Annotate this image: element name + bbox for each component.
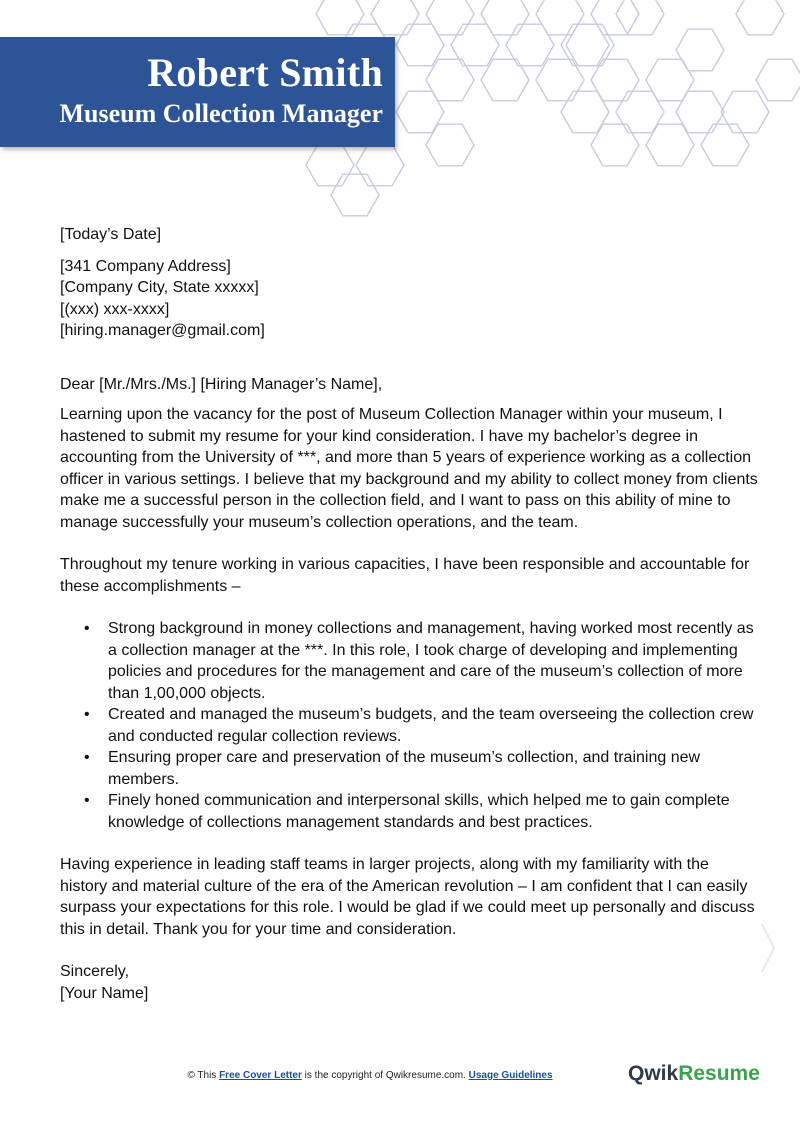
- list-item-text: Finely honed communication and interpersonal skills, which helped me to gain complete knowledge of collections management standards and best practices.: [108, 792, 730, 831]
- list-item: [84, 747, 760, 790]
- hexagon-shape: [481, 59, 529, 101]
- paragraph-intro: Learning upon the vacancy for the post of Museum Collection Manager within your museum, I hastened to submit my resume for your kind consideration. I have my bachelor’s degree in accounting from the University of ***, and more than 5 years of experience working as a collection officer in various settings. I believe that my background and my ability to collect money from clients make me a successful person in the collection field, and I want to pass on this ability of mine to manage successfully your museum’s collection operations, and the team.: [60, 406, 758, 531]
- hexagon-shape: [591, 124, 639, 166]
- address-line: [341 Company Address]: [60, 257, 231, 275]
- sign-off: Sincerely,: [60, 963, 130, 980]
- recipient-address: [60, 256, 760, 342]
- hexagon-shape: [426, 59, 474, 101]
- hexagon-shape: [306, 144, 354, 186]
- hexagon-shape: [331, 174, 379, 216]
- paragraph-accomplishments-intro: Throughout my tenure working in various capacities, I have been responsible and accountable for these accomplishments –: [60, 556, 750, 595]
- hexagon-shape: [646, 124, 694, 166]
- list-item-text: Created and managed the museum’s budgets, and the team overseeing the collection crew and conducted regular collection reviews.: [108, 706, 754, 745]
- bullet-icon: •: [84, 706, 90, 723]
- signature: [Your Name]: [60, 984, 149, 1002]
- hexagon-shape: [561, 24, 609, 66]
- hexagon-shape: [721, 91, 769, 133]
- chevron-right-icon: [760, 922, 776, 974]
- hexagon-shape: [356, 144, 404, 186]
- hexagon-shape: [676, 29, 724, 71]
- list-item: [84, 790, 760, 833]
- hexagon-shape: [316, 0, 364, 35]
- address-line: [Company City, State xxxxx]: [60, 279, 259, 296]
- list-item: [84, 618, 760, 704]
- free-cover-letter-link[interactable]: Free Cover Letter: [219, 1070, 302, 1081]
- hexagon-shape: [701, 124, 749, 166]
- hexagon-shape: [736, 0, 784, 35]
- hexagon-shape: [566, 24, 614, 66]
- applicant-name: Robert Smith: [147, 50, 383, 95]
- hexagon-shape: [591, 0, 639, 35]
- logo-part-qwik: Qwik: [628, 1062, 679, 1085]
- job-title: Museum Collection Manager: [59, 99, 383, 128]
- logo-part-resume: Resume: [678, 1062, 760, 1085]
- letter-date: [Today’s Date]: [60, 226, 162, 243]
- hexagon-shape: [591, 59, 639, 101]
- list-item-text: Ensuring proper care and preservation of the museum’s collection, and training new members.: [108, 749, 701, 788]
- footer-middle: is the copyright of Qwikresume.com.: [304, 1070, 466, 1081]
- paragraph-closing: Having experience in leading staff teams in larger projects, along with my familiarity with the history and material culture of the era of the American revolution – I am confident that I can easily surpass your expectations for this role. I would be glad if we could meet up personally and discuss this in detail. Thank you for your time and consideration.: [60, 856, 755, 938]
- usage-guidelines-link[interactable]: Usage Guidelines: [468, 1070, 553, 1081]
- hexagon-shape: [426, 124, 474, 166]
- list-item: [84, 704, 760, 747]
- hexagon-shape: [371, 0, 419, 35]
- bullet-icon: •: [84, 749, 90, 766]
- address-line: [(xxx) xxx-xxxx]: [60, 300, 170, 318]
- hexagon-shape: [451, 24, 499, 66]
- hexagon-shape: [646, 59, 694, 101]
- salutation: Dear [Mr./Mrs./Ms.] [Hiring Manager’s Name],: [60, 375, 383, 393]
- address-line: [hiring.manager@gmail.com]: [60, 322, 265, 339]
- cover-letter-body: [60, 224, 760, 1004]
- hexagon-shape: [396, 91, 444, 133]
- accomplishments-list: [60, 618, 760, 833]
- hexagon-shape: [561, 91, 609, 133]
- footer-prefix: © This: [187, 1070, 217, 1081]
- bullet-icon: •: [84, 792, 90, 809]
- hexagon-shape: [676, 91, 724, 133]
- hexagon-shape: [396, 24, 444, 66]
- hexagon-shape: [426, 0, 474, 35]
- hexagon-shape: [756, 59, 800, 101]
- hexagon-shape: [481, 0, 529, 35]
- bullet-icon: •: [84, 620, 90, 637]
- qwikresume-logo[interactable]: [628, 1062, 760, 1086]
- hexagon-shape: [506, 24, 554, 66]
- hexagon-shape: [536, 59, 584, 101]
- hexagon-shape: [616, 91, 664, 133]
- hexagon-shape: [536, 0, 584, 35]
- hexagon-shape: [616, 0, 664, 35]
- list-item-text: Strong background in money collections and management, having worked most recently as a collection manager at the ***. In this role, I took charge of developing and implementing policies and procedures for the management and care of the museum’s collection of more than 1,00,000 objects.: [108, 620, 754, 702]
- header-banner: [0, 37, 395, 147]
